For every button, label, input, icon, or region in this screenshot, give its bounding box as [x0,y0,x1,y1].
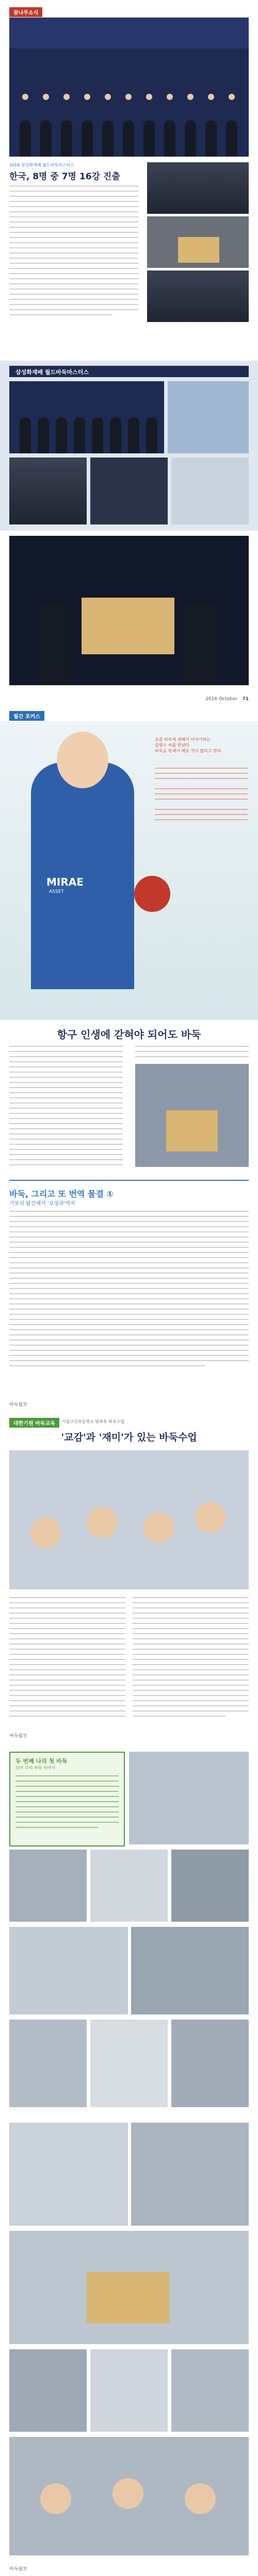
player-face [57,732,108,788]
photo-grid-2 [90,1850,168,1922]
photo-right-1 [129,1752,249,1844]
group-photo-2 [9,381,164,453]
photo-match-2 [147,216,249,268]
classroom-photo [9,1450,249,1589]
page-1 [0,0,258,706]
photo-bottom-2 [90,457,168,524]
page-2 [0,706,258,1412]
article-title: 바둑, 그리고 또 번역 물결 ① [9,1189,114,1199]
photo-side [168,381,249,453]
photo-bottom-3 [171,457,249,524]
kicker-3: 서울고산초등학교 방과후 바둑수업 [62,1419,125,1424]
page-4 [0,2117,258,2576]
section-tag: 꿈나무소식 [9,7,42,17]
page-number: 71 [242,697,249,702]
game-photo [9,536,249,685]
page2-title: 항구 인생에 갇혀야 되어도 바둑 [57,1028,201,1041]
photo-p4-4 [9,2349,87,2432]
headline-3: '교감'과 '재미'가 있는 바둑수업 [61,1432,197,1443]
poster-area [0,721,258,1020]
box-subtitle: 꼬마 나의 바둑 이야기 [15,1766,56,1770]
page-3 [0,1412,258,2117]
logo-badge [134,876,170,912]
poster-brand: MIRAE [46,876,84,888]
banner-title: 삼성화재배 월드바둑마스터스 [15,369,89,376]
article-subtitle: 기보의 탑간에서 '요점과'까지 [9,1201,75,1207]
photo-grid-7 [90,2020,168,2107]
box-title: 두 번째 나의 첫 바둑 [15,1758,68,1765]
folio-page4: 바둑월보 [9,2567,27,2572]
photo-grid-3 [171,1850,249,1922]
photo-p4-7 [9,2437,249,2555]
section-tag-3: 대한기원 바둑교육 [9,1418,59,1428]
photo-grid-6 [9,2020,87,2107]
quote-block: 요즘 바둑에 대해서 이야기하는 김명수 씨를 만났다 바둑을 통해서 배운 것이 많다고 한다 [155,737,221,753]
people-row [9,73,249,157]
photo-grid-8 [171,2020,249,2107]
photo-grid-1 [9,1850,87,1922]
photo-grid-4 [9,1927,128,2014]
folio-page3: 바둑월보 [9,1734,27,1739]
banner-section [0,361,258,531]
section-tag-2: 월간 포커스 [9,711,44,721]
story-box [9,1752,125,1846]
group-photo-top [9,18,249,157]
divider [9,1180,249,1181]
kids-photo [135,1064,249,1167]
photo-p4-5 [90,2349,168,2432]
photo-p4-2 [131,2123,249,2226]
folio-page2: 바둑월보 [9,1402,27,1408]
photo-match-3 [147,270,249,322]
headline: 한국, 8명 중 7명 16강 진출 [9,172,120,182]
folio-text: 2016 October [205,697,237,702]
poster-sub: ASSET [49,889,64,894]
photo-bottom-1 [9,457,87,524]
photo-match-1 [147,162,249,214]
headline-kicker: 2016 삼성화재배 월드바둑마스터스 [9,163,74,167]
photo-p4-3 [9,2231,249,2344]
photo-p4-6 [171,2349,249,2432]
photo-grid-5 [131,1927,249,2014]
photo-p4-1 [9,2123,128,2226]
